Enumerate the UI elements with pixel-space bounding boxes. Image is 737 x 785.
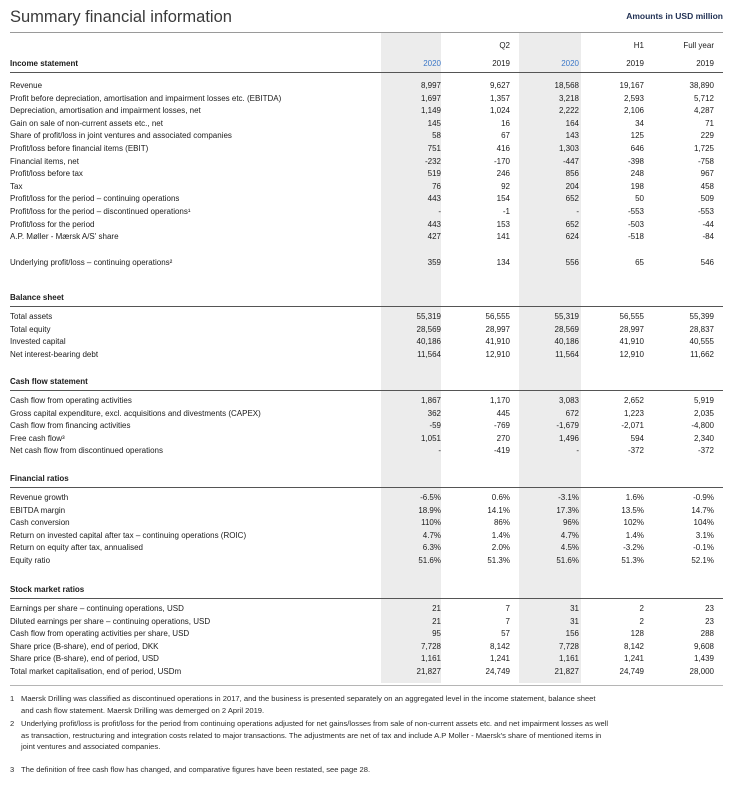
- cell-h1-2020: 2,222: [558, 106, 579, 116]
- cell-full-year-2019: -4,800: [691, 421, 714, 431]
- cell-q2-2020: 1,149: [420, 106, 441, 116]
- cell-full-year-2019: 28,000: [689, 667, 714, 676]
- cell-q2-2019: 51.3%: [487, 556, 510, 565]
- cell-h1-2019: 12,910: [619, 349, 644, 359]
- cell-h1-2020: 143: [565, 131, 579, 141]
- cell-h1-2020: -: [576, 446, 579, 456]
- cell-q2-2020: 21,827: [416, 667, 441, 676]
- row-label: Return on invested capital after tax – continuing operations (ROIC): [10, 530, 247, 540]
- cell-h1-2020: -3.1%: [558, 493, 579, 502]
- cell-q2-2020: 18.9%: [418, 505, 441, 515]
- cell-h1-2019: 646: [630, 144, 644, 153]
- cell-q2-2019: 0.6%: [491, 493, 510, 502]
- cell-q2-2019: 153: [496, 219, 510, 229]
- cell-h1-2019: -503: [627, 219, 644, 229]
- cell-q2-2020: 362: [427, 408, 441, 418]
- cell-h1-2019: 1,241: [623, 654, 644, 664]
- footnote-number: 1: [10, 694, 15, 703]
- cell-h1-2019: 13.5%: [621, 505, 644, 515]
- table-bottom-divider: [10, 685, 723, 686]
- row-label: Share price (B-share), end of period, USD: [10, 654, 159, 664]
- row-label: Gross capital expenditure, excl. acquisitions and divestments (CAPEX): [10, 408, 261, 418]
- cell-h1-2020: 11,564: [555, 349, 579, 359]
- footnote-text: The definition of free cash flow has changed, and comparative figures have been restated, see page 28.: [21, 765, 371, 774]
- cell-q2-2019: 1.4%: [491, 530, 510, 540]
- cell-h1-2019: 102%: [623, 518, 644, 528]
- cell-q2-2019: 24,749: [485, 667, 510, 676]
- cell-q2-2020: 51.6%: [418, 556, 441, 565]
- cell-h1-2020: -447: [562, 156, 579, 166]
- section-divider: [10, 390, 723, 391]
- cell-h1-2020: 672: [565, 408, 579, 418]
- row-label: Share price (B-share), end of period, DKK: [10, 641, 159, 651]
- cell-q2-2019: 28,997: [485, 324, 510, 334]
- cell-q2-2019: 1,357: [489, 93, 510, 103]
- cell-h1-2020: 96%: [562, 518, 579, 528]
- cell-q2-2020: 427: [427, 232, 441, 242]
- cell-h1-2020: -1,679: [556, 421, 579, 431]
- cell-q2-2020: 519: [427, 169, 441, 179]
- cell-h1-2019: 2: [639, 604, 644, 613]
- cell-h1-2019: -3.2%: [623, 543, 644, 553]
- cell-full-year-2019: 11,662: [690, 349, 714, 359]
- cell-q2-2020: 1,161: [420, 654, 441, 664]
- footnote-text: Underlying profit/loss is profit/loss for the period from continuing operations adjusted for net gains/losses from sale of non-current assets etc. and net impairment losses as well as transaction, restructuring and integration costs related to major transactions. The adjustments are net of tax and include A.P Moller - Maersk's share of mentioned items in joint ventures and associated companies.: [21, 719, 609, 751]
- cell-q2-2019: -170: [493, 156, 510, 166]
- cell-q2-2019: 86%: [493, 518, 510, 528]
- row-label: Profit/loss for the period – continuing operations: [10, 194, 180, 204]
- column-year-h1-2020: 2020: [561, 59, 579, 68]
- cell-q2-2020: 40,186: [416, 337, 441, 347]
- cell-full-year-2019: -758: [697, 156, 714, 166]
- cell-full-year-2019: 1,725: [693, 144, 714, 153]
- cell-q2-2020: 751: [427, 144, 441, 153]
- cell-q2-2020: 8,997: [420, 81, 441, 90]
- cell-h1-2020: 3,218: [558, 93, 579, 103]
- cell-h1-2019: 2,593: [623, 93, 644, 103]
- footnote: [10, 764, 610, 776]
- cell-h1-2019: 1.6%: [625, 493, 644, 502]
- row-label: Gain on sale of non-current assets etc., net: [10, 118, 163, 128]
- column-year-q2-2020: 2020: [423, 59, 441, 68]
- cell-q2-2020: 21: [432, 604, 441, 613]
- cell-h1-2020: 1,303: [558, 144, 579, 153]
- cell-q2-2020: 443: [427, 194, 441, 204]
- cell-h1-2020: 17.3%: [556, 505, 579, 515]
- cell-q2-2019: 57: [501, 629, 510, 639]
- cell-full-year-2019: -553: [697, 207, 714, 216]
- section-title: Cash flow statement: [10, 377, 88, 386]
- cell-q2-2020: 443: [427, 219, 441, 229]
- section-divider: [10, 306, 723, 307]
- row-label: A.P. Møller - Mærsk A/S' share: [10, 232, 119, 242]
- cell-q2-2019: 14.1%: [487, 505, 510, 515]
- cell-q2-2019: 1,024: [489, 106, 510, 116]
- section-divider: [10, 487, 723, 488]
- cell-h1-2020: 21,827: [554, 667, 579, 676]
- cell-full-year-2019: 2,035: [693, 408, 714, 418]
- cell-q2-2020: 95: [432, 629, 441, 639]
- cell-full-year-2019: 5,919: [693, 396, 714, 405]
- cell-h1-2020: 51.6%: [556, 556, 579, 565]
- row-label: Free cash flow³: [10, 433, 65, 443]
- cell-q2-2020: 1,051: [420, 433, 441, 443]
- section-title: Income statement: [10, 59, 79, 68]
- cell-h1-2019: 34: [635, 118, 644, 128]
- cell-h1-2019: -372: [627, 446, 644, 456]
- cell-q2-2019: 416: [496, 144, 510, 153]
- cell-h1-2019: 1.4%: [625, 530, 644, 540]
- cell-q2-2020: 359: [427, 257, 441, 267]
- row-label: Invested capital: [10, 337, 66, 347]
- cell-q2-2020: 110%: [421, 518, 441, 528]
- cell-q2-2020: -: [438, 207, 441, 216]
- cell-h1-2019: 65: [635, 257, 644, 267]
- cell-full-year-2019: 71: [705, 118, 714, 128]
- section-divider: [10, 598, 723, 599]
- cell-full-year-2019: 5,712: [693, 93, 714, 103]
- cell-h1-2019: -2,071: [621, 421, 644, 431]
- cell-h1-2019: 28,997: [619, 324, 644, 334]
- cell-h1-2019: 41,910: [619, 337, 644, 347]
- cell-h1-2020: 40,186: [554, 337, 579, 347]
- cell-q2-2020: 28,569: [416, 324, 441, 334]
- cell-q2-2020: 58: [432, 131, 441, 141]
- section-title: Balance sheet: [10, 293, 64, 302]
- cell-h1-2019: 24,749: [619, 667, 644, 676]
- cell-q2-2019: 134: [496, 257, 510, 267]
- footnote-number: 2: [10, 719, 15, 728]
- cell-full-year-2019: -372: [697, 446, 714, 456]
- cell-full-year-2019: 2,340: [693, 433, 714, 443]
- cell-h1-2020: 4.7%: [560, 530, 579, 540]
- cell-q2-2019: 1,241: [489, 654, 510, 664]
- cell-h1-2020: 204: [565, 181, 579, 191]
- row-label: Net cash flow from discontinued operations: [10, 446, 163, 456]
- cell-h1-2019: 128: [630, 629, 644, 639]
- cell-q2-2019: -419: [493, 446, 510, 456]
- row-label: Total equity: [10, 324, 51, 334]
- cell-h1-2019: 125: [630, 131, 644, 141]
- cell-h1-2019: 2,652: [623, 396, 644, 405]
- cell-h1-2020: 4.5%: [560, 543, 579, 553]
- cell-q2-2020: -: [438, 446, 441, 456]
- cell-full-year-2019: 38,890: [689, 81, 714, 90]
- row-label: EBITDA margin: [10, 505, 66, 515]
- cell-full-year-2019: 288: [700, 629, 714, 639]
- row-label: Total market capitalisation, end of period, USDm: [10, 667, 182, 676]
- cell-full-year-2019: 40,555: [689, 337, 714, 347]
- column-year-q2-2019: 2019: [492, 59, 510, 68]
- cell-full-year-2019: 28,837: [689, 324, 714, 334]
- cell-q2-2020: 55,319: [416, 312, 441, 321]
- cell-h1-2020: 31: [570, 616, 579, 626]
- cell-q2-2020: 21: [432, 616, 441, 626]
- cell-q2-2019: 154: [496, 194, 510, 204]
- cell-h1-2019: 248: [630, 169, 644, 179]
- cell-q2-2019: 56,555: [485, 312, 510, 321]
- cell-h1-2019: 2: [639, 616, 644, 626]
- cell-q2-2019: 7: [505, 616, 510, 626]
- cell-full-year-2019: 9,608: [693, 641, 714, 651]
- row-label: Diluted earnings per share – continuing operations, USD: [10, 616, 211, 626]
- cell-q2-2020: 1,697: [420, 93, 441, 103]
- column-year-h1-2019: 2019: [626, 59, 644, 68]
- cell-q2-2019: -1: [502, 207, 510, 216]
- cell-full-year-2019: 23: [705, 604, 714, 613]
- cell-full-year-2019: 229: [700, 131, 714, 141]
- cell-q2-2020: -59: [429, 421, 441, 431]
- cell-h1-2020: 31: [570, 604, 579, 613]
- section-title: Stock market ratios: [10, 585, 85, 594]
- row-label: Financial items, net: [10, 156, 79, 166]
- column-period-h1-2019: H1: [633, 41, 644, 50]
- cell-h1-2019: 19,167: [619, 81, 644, 90]
- section-title: Financial ratios: [10, 474, 69, 483]
- cell-h1-2020: 3,083: [558, 396, 579, 405]
- cell-h1-2020: 652: [565, 219, 579, 229]
- footnote-text: Maersk Drilling was classified as discontinued operations in 2017, and the business is presented separately on an aggregated level in the income statement, balance sheet and cash flow statement. Maersk Drilling was demerged on 2 April 2019.: [21, 694, 596, 715]
- column-year-full-year-2019: 2019: [696, 59, 714, 68]
- cell-q2-2020: 4.7%: [422, 530, 441, 540]
- cell-q2-2020: 76: [432, 181, 441, 191]
- row-label: Profit/loss before financial items (EBIT): [10, 144, 149, 153]
- cell-full-year-2019: 55,399: [689, 312, 714, 321]
- cell-h1-2020: 556: [565, 257, 579, 267]
- cell-q2-2020: 7,728: [420, 641, 441, 651]
- row-label: Revenue growth: [10, 493, 69, 502]
- cell-full-year-2019: 23: [705, 616, 714, 626]
- cell-full-year-2019: -84: [702, 232, 714, 242]
- row-label: Share of profit/loss in joint ventures and associated companies: [10, 131, 232, 141]
- footnote: [10, 718, 610, 753]
- cell-q2-2019: 246: [496, 169, 510, 179]
- cell-q2-2019: -769: [493, 421, 510, 431]
- cell-q2-2019: 16: [501, 118, 510, 128]
- cell-h1-2020: 164: [565, 118, 579, 128]
- column-period-q2-2019: Q2: [499, 41, 510, 50]
- cell-h1-2019: 8,142: [623, 641, 644, 651]
- cell-h1-2020: 1,161: [558, 654, 579, 664]
- cell-q2-2019: 2.0%: [491, 543, 510, 553]
- cell-q2-2019: 7: [505, 604, 510, 613]
- row-label: Net interest-bearing debt: [10, 349, 99, 359]
- cell-q2-2020: 6.3%: [422, 543, 441, 553]
- cell-h1-2020: 624: [565, 232, 579, 242]
- cell-h1-2019: 198: [630, 181, 644, 191]
- cell-h1-2020: 856: [565, 169, 579, 179]
- cell-h1-2020: 652: [565, 194, 579, 204]
- row-label: Revenue: [10, 81, 43, 90]
- row-label: Total assets: [10, 312, 53, 321]
- cell-full-year-2019: 1,439: [693, 654, 714, 664]
- cell-q2-2020: -232: [424, 156, 441, 166]
- page-title: Summary financial information: [10, 8, 232, 26]
- cell-full-year-2019: -44: [702, 219, 714, 229]
- row-label: Profit before depreciation, amortisation and impairment losses etc. (EBITDA): [10, 93, 282, 103]
- cell-h1-2019: -518: [627, 232, 644, 242]
- cell-full-year-2019: 546: [700, 257, 714, 267]
- cell-h1-2020: 55,319: [554, 312, 579, 321]
- cell-h1-2020: 7,728: [558, 641, 579, 651]
- cell-q2-2019: 8,142: [489, 641, 510, 651]
- cell-full-year-2019: -0.1%: [693, 543, 714, 553]
- row-label: Depreciation, amortisation and impairment losses, net: [10, 106, 201, 116]
- cell-q2-2019: 9,627: [489, 81, 510, 90]
- row-label: Return on equity after tax, annualised: [10, 543, 143, 553]
- cell-q2-2019: 92: [501, 181, 510, 191]
- cell-q2-2019: 141: [496, 232, 510, 242]
- cell-full-year-2019: 52.1%: [691, 556, 714, 565]
- row-label: Cash flow from operating activities per share, USD: [10, 629, 190, 639]
- cell-q2-2020: -6.5%: [420, 493, 441, 502]
- cell-full-year-2019: -0.9%: [693, 493, 714, 502]
- cell-h1-2019: 56,555: [619, 312, 644, 321]
- cell-h1-2019: 51.3%: [621, 556, 644, 565]
- row-label: Cash flow from operating activities: [10, 396, 132, 405]
- row-label: Earnings per share – continuing operations, USD: [10, 604, 184, 613]
- cell-h1-2020: 156: [565, 629, 579, 639]
- row-label: Profit/loss before tax: [10, 169, 83, 179]
- cell-full-year-2019: 14.7%: [691, 505, 714, 515]
- cell-q2-2019: 67: [501, 131, 510, 141]
- row-label: Equity ratio: [10, 556, 51, 565]
- cell-q2-2019: 445: [496, 408, 510, 418]
- cell-h1-2019: -553: [627, 207, 644, 216]
- cell-h1-2020: 1,496: [558, 433, 579, 443]
- footnote-number: 3: [10, 765, 15, 774]
- cell-q2-2019: 1,170: [489, 396, 510, 405]
- cell-full-year-2019: 967: [700, 169, 714, 179]
- row-label: Profit/loss for the period – discontinued operations¹: [10, 207, 191, 216]
- row-label: Cash flow from financing activities: [10, 421, 131, 431]
- row-label: Underlying profit/loss – continuing operations²: [10, 257, 173, 267]
- cell-q2-2019: 12,910: [485, 349, 510, 359]
- section-divider: [10, 72, 723, 73]
- row-label: Cash conversion: [10, 518, 70, 528]
- cell-h1-2019: 2,106: [623, 106, 644, 116]
- footnote: [10, 693, 610, 716]
- cell-h1-2019: 50: [635, 194, 644, 204]
- title-divider: [10, 32, 723, 33]
- cell-h1-2020: 28,569: [554, 324, 579, 334]
- cell-h1-2019: 594: [630, 433, 644, 443]
- cell-h1-2019: -398: [627, 156, 644, 166]
- row-label: Tax: [10, 181, 23, 191]
- cell-h1-2020: 18,568: [554, 81, 579, 90]
- cell-q2-2020: 1,867: [420, 396, 441, 405]
- cell-q2-2020: 11,564: [417, 349, 441, 359]
- cell-q2-2020: 145: [427, 118, 441, 128]
- cell-h1-2019: 1,223: [623, 408, 644, 418]
- column-period-full-year-2019: Full year: [683, 41, 714, 50]
- row-label: Profit/loss for the period: [10, 219, 95, 229]
- cell-full-year-2019: 3.1%: [695, 530, 714, 540]
- units-note: Amounts in USD million: [626, 11, 723, 21]
- cell-full-year-2019: 4,287: [693, 106, 714, 116]
- cell-full-year-2019: 458: [700, 181, 714, 191]
- cell-h1-2020: -: [576, 207, 579, 216]
- cell-q2-2019: 270: [496, 433, 510, 443]
- cell-q2-2019: 41,910: [485, 337, 510, 347]
- cell-full-year-2019: 509: [700, 194, 714, 204]
- cell-full-year-2019: 104%: [693, 518, 714, 528]
